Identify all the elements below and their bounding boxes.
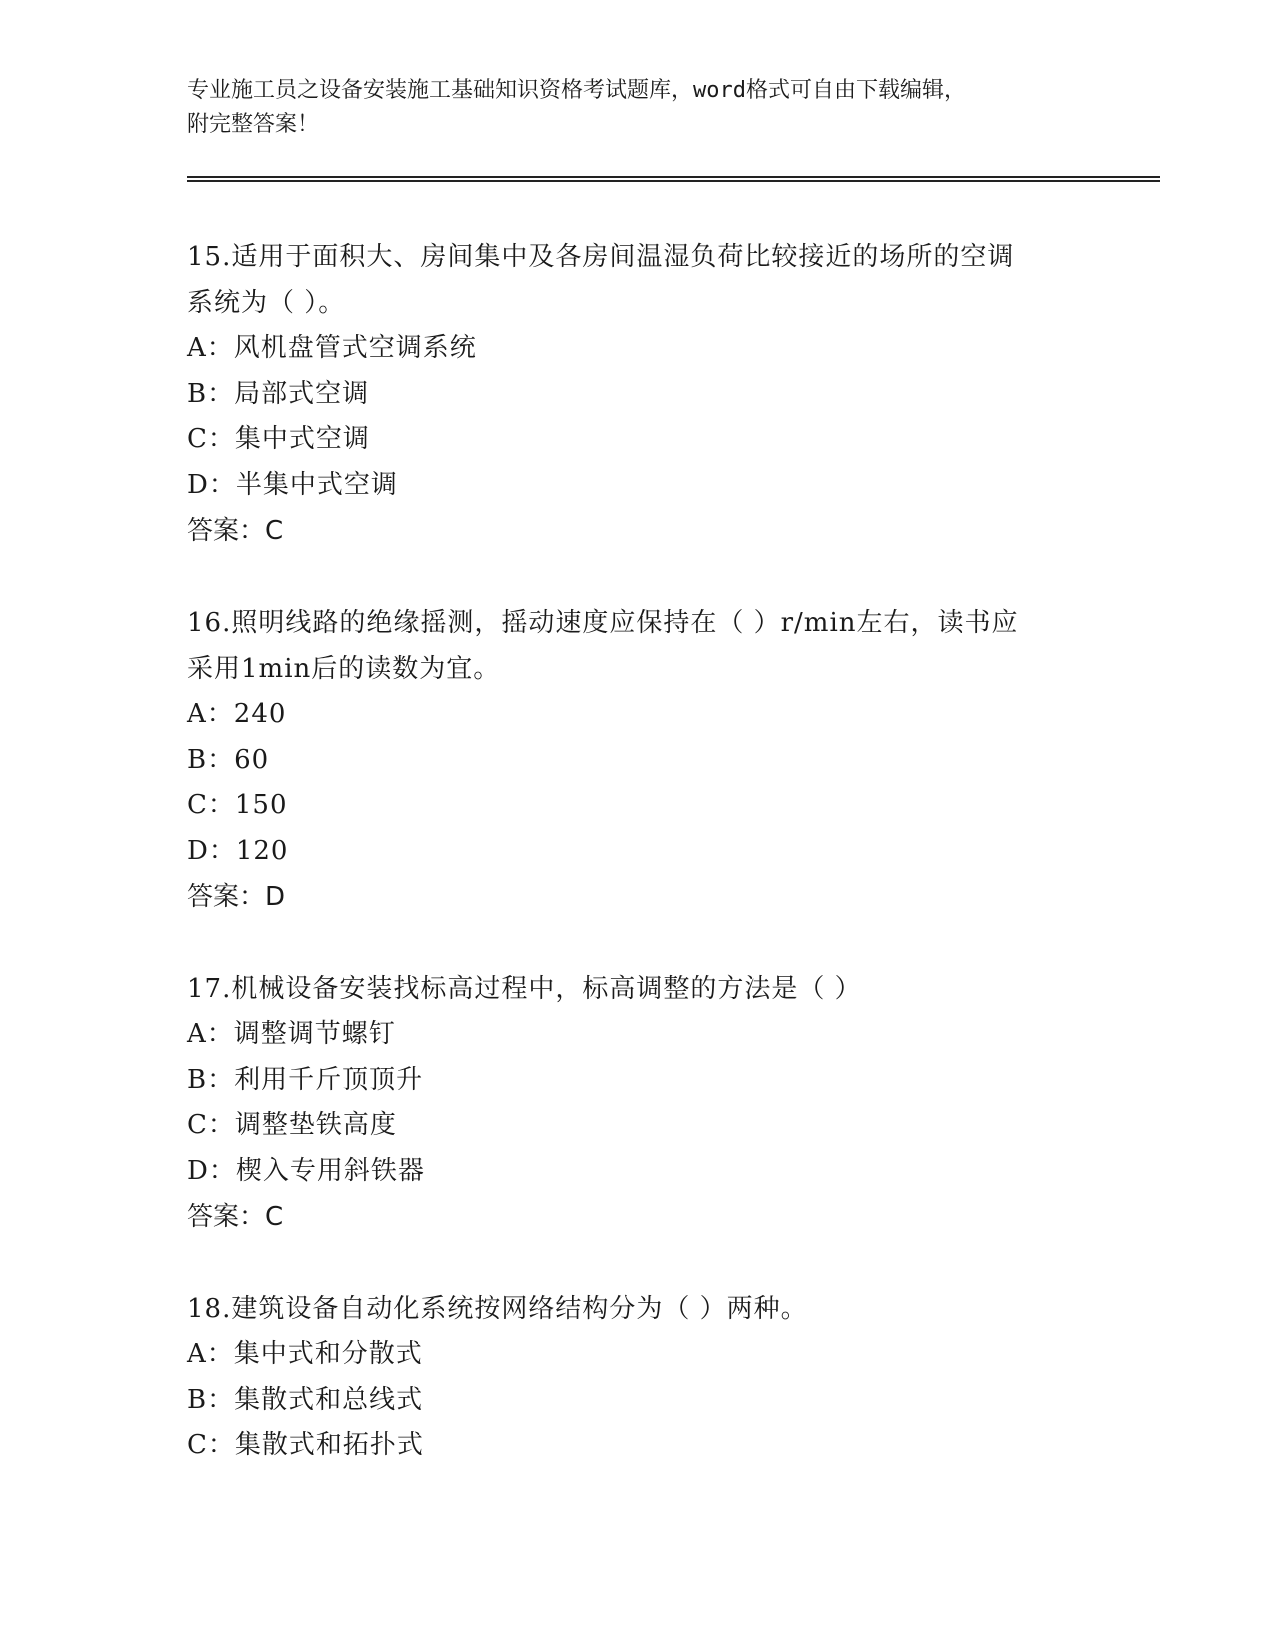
answer: 答案：C: [187, 1202, 284, 1232]
header-line-2: 附完整答案！: [187, 112, 320, 137]
question-15: [187, 234, 1087, 554]
option-c: C：调整垫铁高度: [187, 1110, 397, 1140]
question-stem: 15.适用于面积大、房间集中及各房间温湿负荷比较接近的场所的空调: [187, 242, 1015, 272]
option-b: B：利用千斤顶顶升: [187, 1064, 424, 1095]
option-a: A：集中式和分散式: [187, 1339, 423, 1369]
option-a: A：240: [187, 699, 287, 729]
option-c: C：150: [187, 790, 288, 820]
question-16: [187, 600, 1087, 920]
option-b: B：局部式空调: [187, 378, 370, 409]
header-divider: [187, 176, 1160, 182]
option-a: A：风机盘管式空调系统: [187, 333, 477, 363]
answer: 答案：D: [187, 882, 286, 912]
option-b: B：集散式和总线式: [187, 1384, 424, 1415]
option-c: C：集散式和拓扑式: [187, 1430, 424, 1460]
header-line-1: 专业施工员之设备安装施工基础知识资格考试题库，word格式可自由下载编辑，: [187, 78, 966, 103]
document-header: [187, 74, 1087, 142]
question-list: [187, 234, 1087, 1515]
question-18: [187, 1286, 1087, 1469]
option-d: D：半集中式空调: [187, 469, 398, 500]
question-stem: 18.建筑设备自动化系统按网络结构分为（ ）两种。: [187, 1294, 808, 1324]
question-17: [187, 966, 1087, 1240]
answer: 答案：C: [187, 516, 284, 546]
question-stem: 17.机械设备安装找标高过程中，标高调整的方法是（ ）: [187, 974, 862, 1004]
option-d: D：120: [187, 835, 289, 866]
question-stem: 采用1min后的读数为宜。: [187, 654, 501, 684]
option-a: A：调整调节螺钉: [187, 1019, 396, 1049]
question-stem: 系统为（ ）。: [187, 288, 346, 318]
option-b: B：60: [187, 744, 270, 775]
option-c: C：集中式空调: [187, 424, 370, 454]
question-stem: 16.照明线路的绝缘摇测，摇动速度应保持在（ ）r/min左右，读书应: [187, 608, 1019, 638]
option-d: D：楔入专用斜铁器: [187, 1155, 425, 1186]
